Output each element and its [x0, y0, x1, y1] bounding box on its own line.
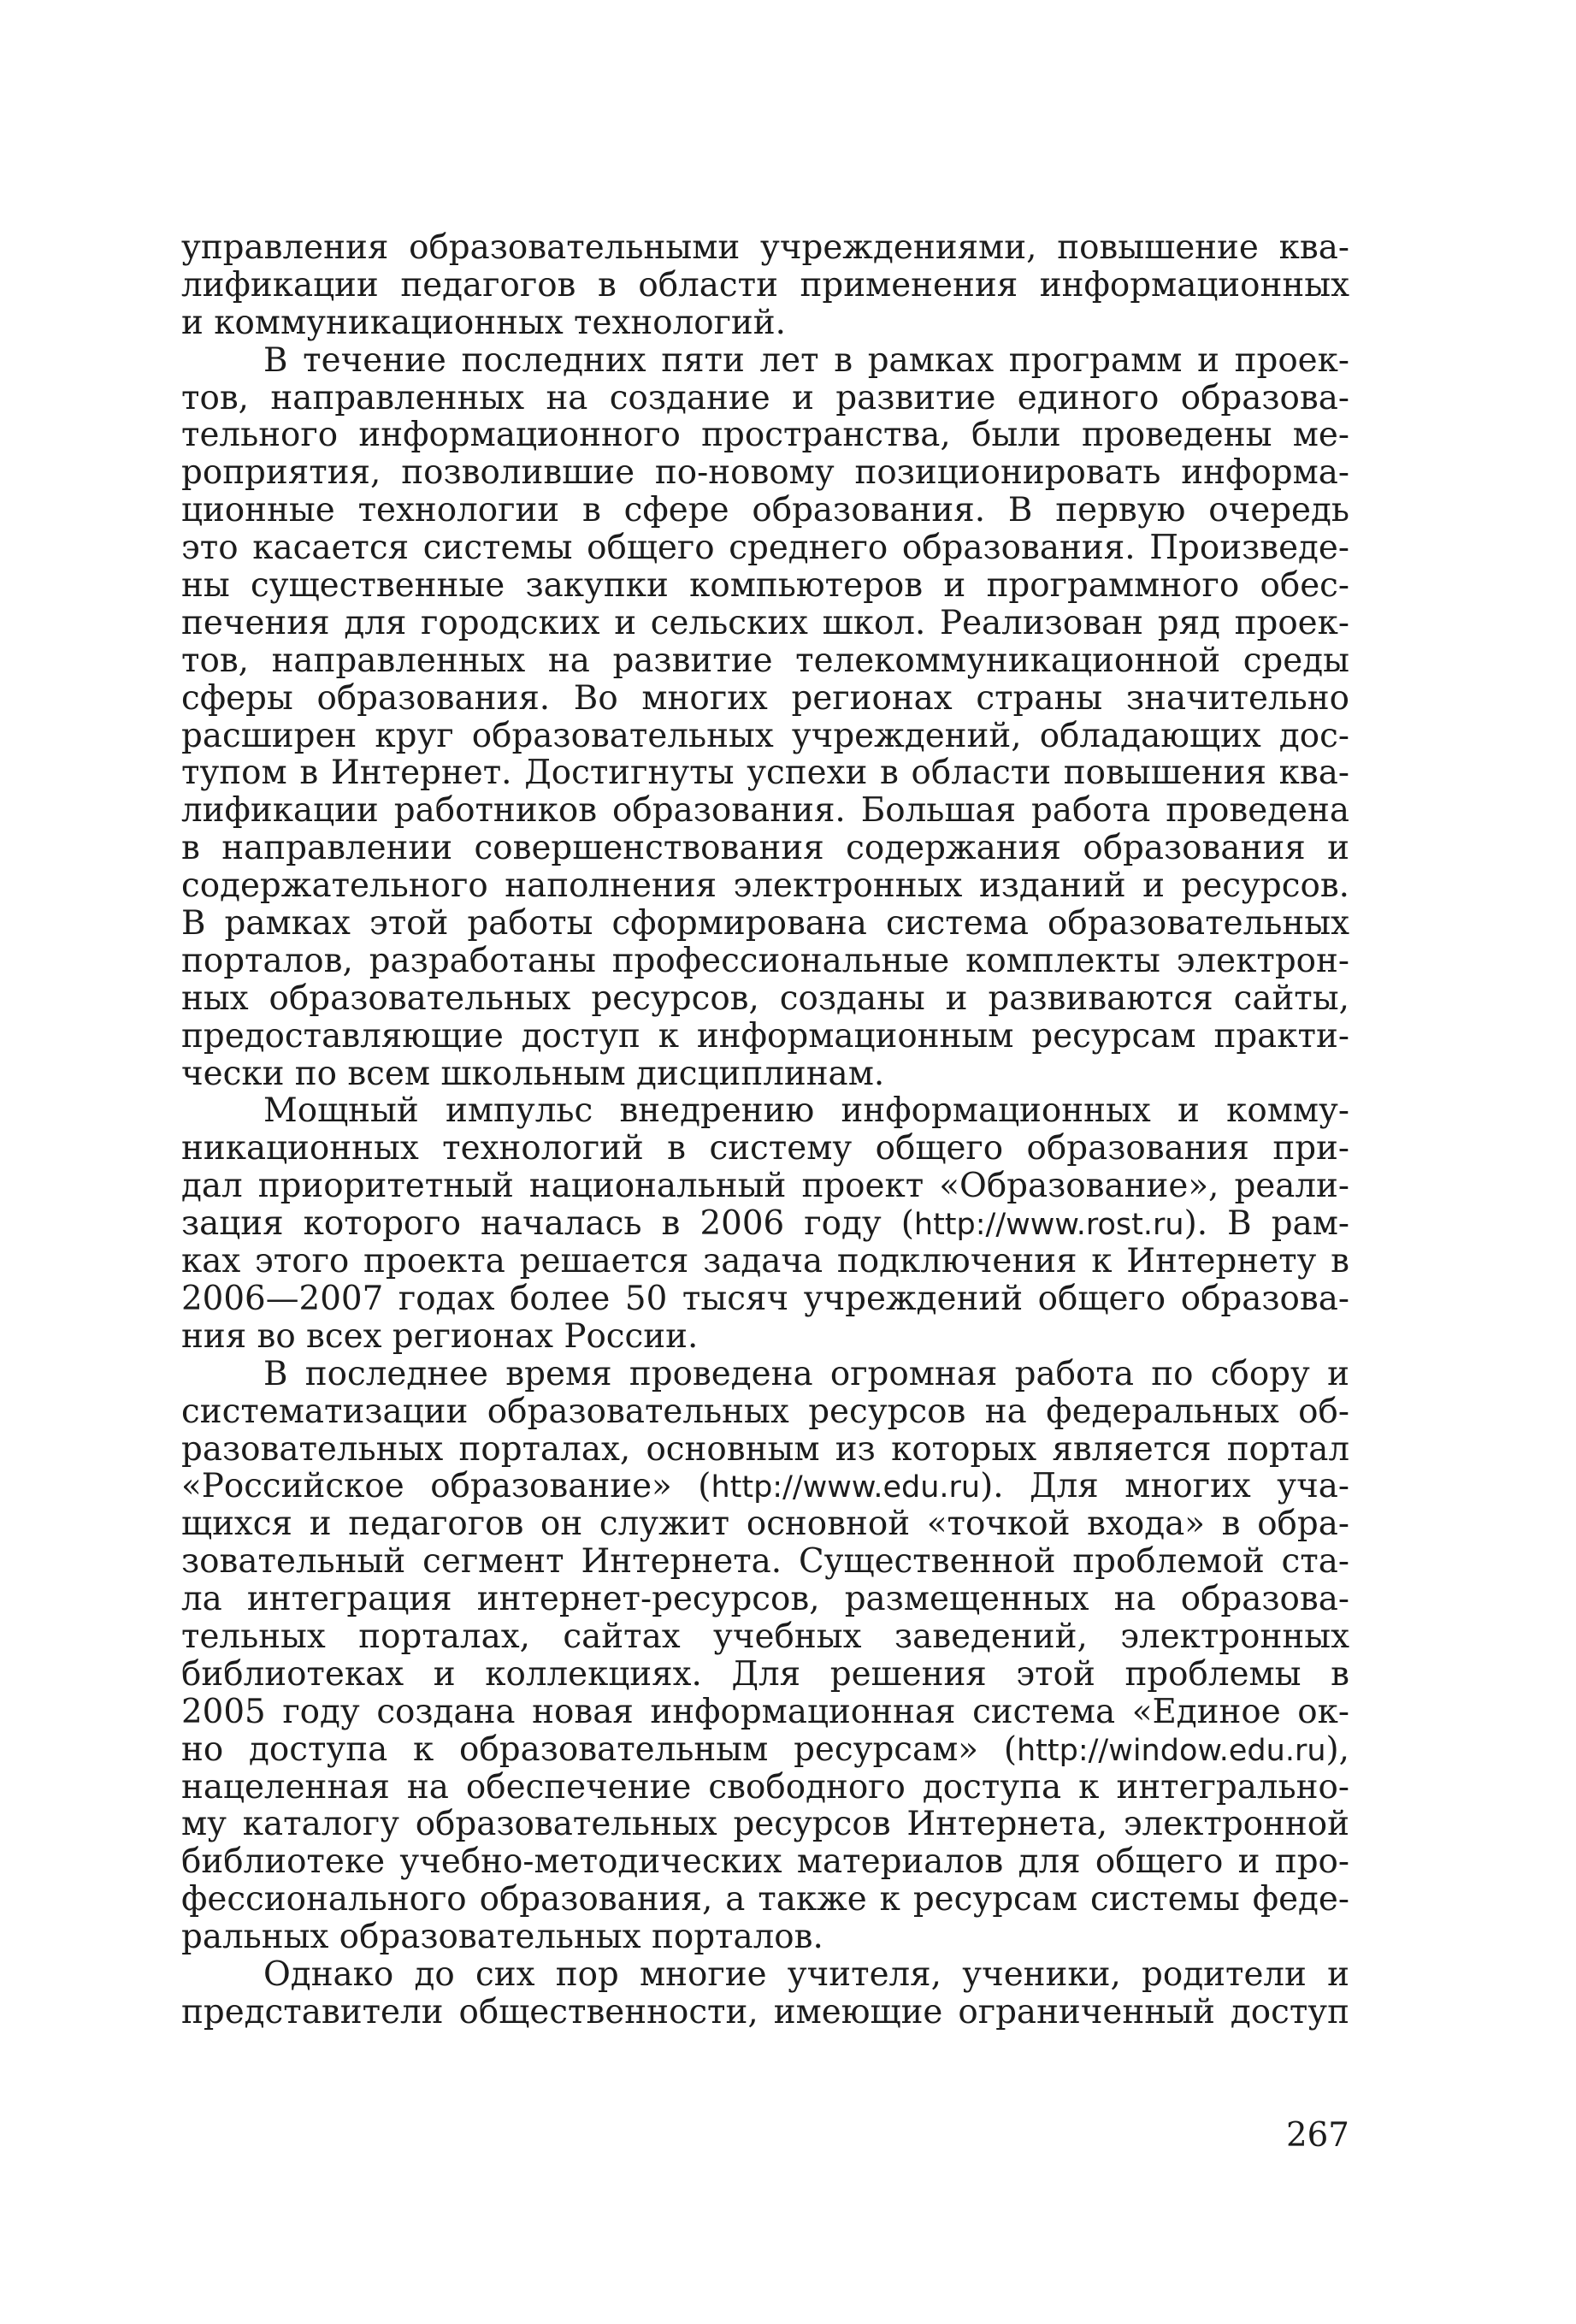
- text-line: [181, 229, 1349, 267]
- line-text: нацеленная на обеспечение свободного доступа к интегрально-: [181, 1767, 1349, 1807]
- line-text: фессионального образования, а также к ресурсам системы феде-: [181, 1880, 1349, 1919]
- text-line: [181, 1581, 1349, 1618]
- line-text: му каталогу образовательных ресурсов Интернета, электронной: [181, 1805, 1349, 1844]
- text-line: [181, 1919, 1349, 1956]
- text-line: [181, 1092, 1349, 1130]
- text-line: [181, 1018, 1349, 1056]
- text-line: [181, 792, 1349, 830]
- text-line: [181, 342, 1349, 380]
- line-text: ральных образовательных порталов.: [181, 1918, 823, 1957]
- text-line: [181, 267, 1349, 305]
- line-text: лификации педагогов в области применения информационных: [181, 265, 1349, 305]
- line-text: систематизации образовательных ресурсов на федеральных об-: [181, 1392, 1349, 1431]
- text-line: [181, 1881, 1349, 1919]
- text-line: [181, 380, 1349, 417]
- text-line: [181, 867, 1349, 905]
- line-text: содержательного наполнения электронных изданий и ресурсов.: [181, 866, 1349, 906]
- line-text: порталов, разработаны профессиональные комплекты электрон-: [181, 941, 1349, 980]
- text-line: [181, 1843, 1349, 1881]
- text-line: [181, 1505, 1349, 1543]
- line-text: тов, направленных на развитие телекоммуникационной среды: [181, 641, 1349, 680]
- line-text: роприятия, позволившие по-новому позиционировать информа-: [181, 453, 1349, 493]
- line-text: разовательных порталах, основным из которых является портал: [181, 1429, 1349, 1469]
- line-text: дал приоритетный национальный проект «Образование», реали-: [181, 1167, 1349, 1206]
- line-text: в направлении совершенствования содержания образования и: [181, 829, 1349, 868]
- text-line: [181, 1431, 1349, 1469]
- line-text: расширен круг образовательных учреждений, обладающих дос-: [181, 716, 1349, 755]
- line-text: ках этого проекта решается задача подключения к Интернету в: [181, 1242, 1349, 1281]
- line-text-tail: ). Для многих уча-: [980, 1467, 1349, 1506]
- line-text: ны существенные закупки компьютеров и программного обес-: [181, 566, 1349, 606]
- line-text-tail: ). В рам-: [1183, 1204, 1349, 1244]
- line-text: никационных технологий в систему общего образования при-: [181, 1129, 1349, 1168]
- text-line: [181, 1168, 1349, 1205]
- line-text: зация которого началась в 2006 году (: [181, 1204, 914, 1244]
- line-text: щихся и педагогов он служит основной «точкой входа» в обра-: [181, 1505, 1349, 1544]
- line-text: управления образовательными учреждениями, повышение ква-: [181, 228, 1349, 267]
- page-number: 267: [1285, 2116, 1349, 2155]
- line-text: 2005 году создана новая информационная система «Единое ок-: [181, 1692, 1349, 1731]
- text-line: [181, 1543, 1349, 1581]
- line-text: В течение последних пяти лет в рамках программ и проек-: [263, 340, 1349, 380]
- line-text: библиотеках и коллекциях. Для решения этой проблемы в: [181, 1654, 1349, 1694]
- text-line: [181, 1393, 1349, 1431]
- line-text: но доступа к образовательным ресурсам» (: [181, 1730, 1017, 1769]
- text-line: [181, 567, 1349, 605]
- text-line: [181, 980, 1349, 1018]
- url-link[interactable]: http://www.rost.ru: [913, 1208, 1184, 1243]
- text-line: [181, 1956, 1349, 1994]
- line-text: 2006—2007 годах более 50 тысяч учреждений общего образова-: [181, 1279, 1349, 1318]
- text-line: [181, 1731, 1349, 1769]
- text-line: [181, 1994, 1349, 2031]
- line-text-tail: ),: [1325, 1730, 1349, 1769]
- text-line: [181, 905, 1349, 943]
- text-line: [181, 1318, 1349, 1356]
- text-line: [181, 417, 1349, 454]
- body-text: [181, 229, 1349, 2031]
- line-text: библиотеке учебно-методических материалов для общего и про-: [181, 1842, 1349, 1882]
- text-line: [181, 830, 1349, 867]
- line-text: и коммуникационных технологий.: [181, 303, 786, 342]
- text-line: [181, 1694, 1349, 1731]
- line-text: это касается системы общего среднего образования. Произведе-: [181, 529, 1349, 568]
- text-line: [181, 492, 1349, 529]
- text-line: [181, 305, 1349, 342]
- line-text: тельных порталах, сайтах учебных заведений, электронных: [181, 1617, 1349, 1656]
- url-link[interactable]: http://window.edu.ru: [1016, 1733, 1326, 1768]
- line-text: чески по всем школьным дисциплинам.: [181, 1054, 885, 1093]
- line-text: Однако до сих пор многие учителя, ученики, родители и: [263, 1954, 1349, 1994]
- line-text: тельного информационного пространства, были проведены ме-: [181, 416, 1349, 455]
- line-text: ционные технологии в сфере образования. В первую очередь: [181, 491, 1349, 530]
- line-text: «Российское образование» (: [181, 1467, 711, 1506]
- line-text: предоставляющие доступ к информационным ресурсам практи-: [181, 1016, 1349, 1056]
- text-line: [181, 718, 1349, 755]
- text-line: [181, 1656, 1349, 1694]
- text-line: [181, 943, 1349, 980]
- line-text: Мощный импульс внедрению информационных и комму-: [263, 1091, 1349, 1131]
- text-line: [181, 642, 1349, 680]
- text-line: [181, 1618, 1349, 1656]
- line-text: сферы образования. Во многих регионах страны значительно: [181, 678, 1349, 718]
- text-line: [181, 1056, 1349, 1093]
- line-text: В последнее время проведена огромная работа по сбору и: [263, 1354, 1349, 1393]
- line-text: ных образовательных ресурсов, созданы и развиваются сайты,: [181, 979, 1349, 1018]
- text-line: [181, 1769, 1349, 1807]
- line-text: В рамках этой работы сформирована система образовательных: [181, 904, 1349, 943]
- text-line: [181, 1356, 1349, 1393]
- line-text: зовательный сегмент Интернета. Существенной проблемой ста-: [181, 1542, 1349, 1582]
- text-line: [181, 1243, 1349, 1280]
- text-line: [181, 529, 1349, 567]
- text-line: [181, 1806, 1349, 1843]
- text-line: [181, 1468, 1349, 1505]
- line-text: печения для городских и сельских школ. Реализован ряд проек-: [181, 603, 1349, 642]
- line-text: представители общественности, имеющие ограниченный доступ: [181, 1992, 1349, 2031]
- text-line: [181, 1130, 1349, 1168]
- text-line: [181, 1205, 1349, 1243]
- line-text: ла интеграция интернет-ресурсов, размещенных на образова-: [181, 1580, 1349, 1619]
- text-line: [181, 454, 1349, 492]
- text-line: [181, 1280, 1349, 1318]
- line-text: ния во всех регионах России.: [181, 1316, 699, 1356]
- text-line: [181, 680, 1349, 718]
- line-text: тупом в Интернет. Достигнуты успехи в области повышения ква-: [181, 754, 1349, 793]
- url-link[interactable]: http://www.edu.ru: [711, 1470, 981, 1505]
- text-line: [181, 754, 1349, 792]
- line-text: лификации работников образования. Большая работа проведена: [181, 791, 1349, 831]
- text-line: [181, 605, 1349, 642]
- line-text: тов, направленных на создание и развитие единого образова-: [181, 378, 1349, 417]
